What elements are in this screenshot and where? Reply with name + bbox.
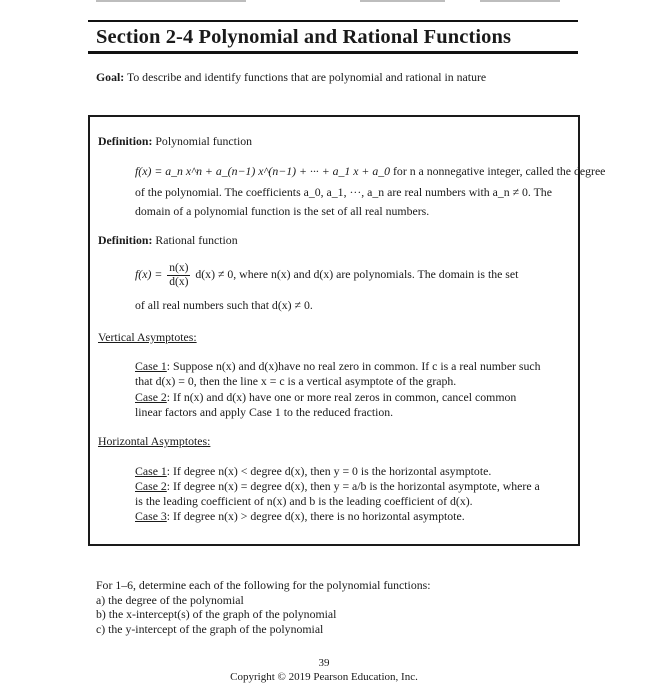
polynomial-line1-tail: for n a nonnegative integer, called the degree	[390, 164, 606, 178]
va-case2-line2: linear factors and apply Case 1 to the reduced fraction.	[135, 405, 394, 419]
va-case1-line2: that d(x) = 0, then the line x = c is a vertical asymptote of the graph.	[135, 374, 457, 388]
ha-case2-label: Case 2	[135, 479, 167, 493]
rational-line2: of all real numbers such that d(x) ≠ 0.	[135, 298, 313, 312]
title-bottom-rule	[88, 51, 578, 54]
rational-line1-tail: d(x) ≠ 0, where n(x) and d(x) are polynomials. The domain is the set	[195, 267, 519, 282]
horizontal-asymptotes-heading: Horizontal Asymptotes:	[98, 434, 211, 448]
rational-fraction	[167, 262, 190, 289]
vertical-asymptotes-heading: Vertical Asymptotes:	[98, 330, 197, 344]
instruction-item-c: c) the y-intercept of the graph of the polynomial	[96, 622, 324, 636]
polynomial-definition-heading: Definition: Polynomial function	[98, 134, 253, 148]
instructions-intro: For 1–6, determine each of the following for the polynomial functions:	[96, 578, 431, 592]
va-case1-label: Case 1	[135, 359, 167, 373]
rational-lhs: f(x) =	[135, 267, 163, 282]
page-number: 39	[318, 657, 330, 669]
ha-case3-label: Case 3	[135, 509, 167, 523]
polynomial-line3: domain of a polynomial function is the set of all real numbers.	[135, 204, 430, 218]
va-case1-line1: Case 1: Suppose n(x) and d(x)have no real zero in common. If c is a real number such	[135, 359, 541, 373]
ha-case3-line: Case 3: If degree n(x) > degree d(x), there is no horizontal asymptote.	[135, 509, 465, 523]
copyright-notice: Copyright © 2019 Pearson Education, Inc.	[230, 671, 418, 683]
ha-case2-line2: is the leading coefficient of n(x) and b is the leading coefficient of d(x).	[135, 494, 473, 508]
ha-case1-label: Case 1	[135, 464, 167, 478]
goal-statement	[96, 70, 486, 85]
rational-definition-heading: Definition: Rational function	[98, 233, 238, 247]
rational-formula-line	[135, 262, 518, 289]
goal-text: To describe and identify functions that are polynomial and rational in nature	[126, 70, 487, 84]
va-case2-line1: Case 2: If n(x) and d(x) have one or more real zeros in common, cancel common	[135, 390, 517, 404]
ha-case1-line: Case 1: If degree n(x) < degree d(x), then y = 0 is the horizontal asymptote.	[135, 464, 492, 478]
goal-label: Goal:	[96, 70, 125, 84]
rational-numerator: n(x)	[169, 262, 189, 274]
ha-case2-line1: Case 2: If degree n(x) = degree d(x), then y = a/b is the horizontal asymptote, where a	[135, 479, 540, 493]
page-title: Section 2-4 Polynomial and Rational Functions	[96, 26, 512, 48]
title-top-rule	[88, 20, 578, 22]
instruction-item-a: a) the degree of the polynomial	[96, 593, 244, 607]
scan-top-marks	[0, 0, 648, 6]
polynomial-formula-line	[135, 164, 605, 179]
polynomial-line2: of the polynomial. The coefficients a_0, a_1, ···, a_n are real numbers with a_n ≠ 0. The	[135, 185, 552, 199]
rational-denominator: d(x)	[169, 276, 189, 288]
polynomial-formula: f(x) = a_n x^n + a_(n−1) x^(n−1) + ··· + a_1 x + a_0	[135, 164, 391, 178]
instruction-item-b: b) the x-intercept(s) of the graph of the polynomial	[96, 607, 337, 621]
va-case2-label: Case 2	[135, 390, 167, 404]
